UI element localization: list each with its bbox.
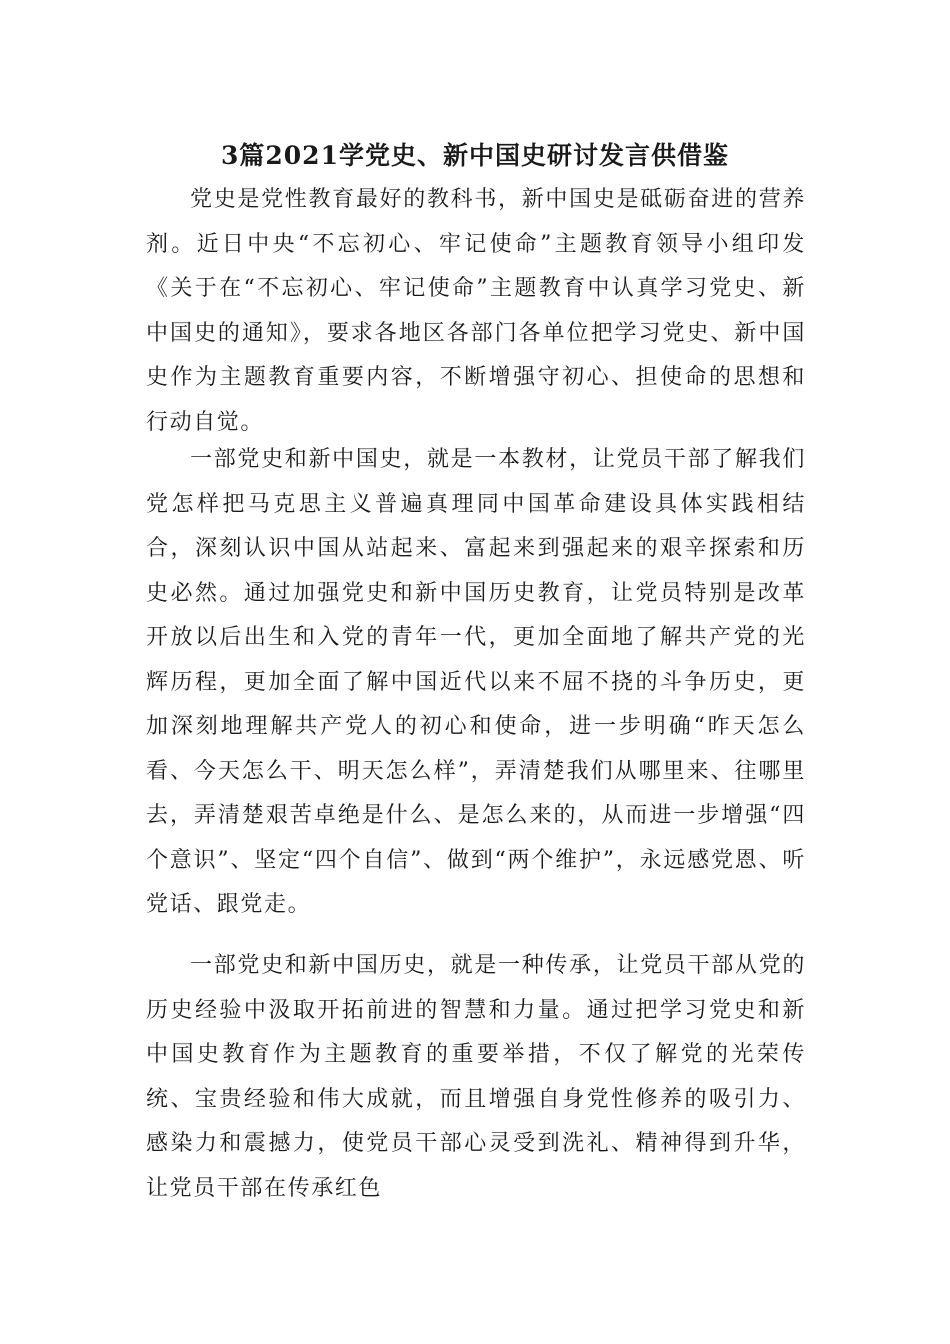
paragraph-1: 党史是党性教育最好的教科书，新中国史是砥砺奋进的营养剂。近日中央“不忘初心、牢记使命”主题教育领导小组印发《关于在“不忘初心、牢记使命”主题教育中认真学习党史、新中国史的通知》，要求各地区各部门各单位把学习党史、新中国史作为主题教育重要内容，不断增强守初心、担使命的思想和行动自觉。 bbox=[146, 187, 806, 435]
document-title: 3篇2021学党史、新中国史研讨发言供借鉴 bbox=[221, 141, 729, 170]
paragraph-3: 一部党史和新中国历史，就是一种传承，让党员干部从党的历史经验中汲取开拓前进的智慧和力量。通过把学习党史和新中国史教育作为主题教育的重要举措，不仅了解党的光荣传统、宝贵经验和伟大成就，而且增强自身党性修养的吸引力、感染力和震撼力，使党员干部心灵受到洗礼、精神得到升华，让党员干部在传承红色 bbox=[146, 953, 806, 1201]
paragraph-2: 一部党史和新中国史，就是一本教材，让党员干部了解我们党怎样把马克思主义普遍真理同中国革命建设具体实践相结合，深刻认识中国从站起来、富起来到强起来的艰辛探索和历史必然。通过加强党史和新中国历史教育，让党员特别是改革开放以后出生和入党的青年一代，更加全面地了解共产党的光辉历程，更加全面了解中国近代以来不屈不挠的斗争历史，更加深刻地理解共产党人的初心和使命，进一步明确“昨天怎么看、今天怎么干、明天怎么样”，弄清楚我们从哪里来、往哪里去，弄清楚艰苦卓绝是什么、是怎么来的，从而进一步增强“四个意识”、坚定“四个自信”、做到“两个维护”，永远感党恩、听党话、跟党走。 bbox=[146, 447, 806, 917]
